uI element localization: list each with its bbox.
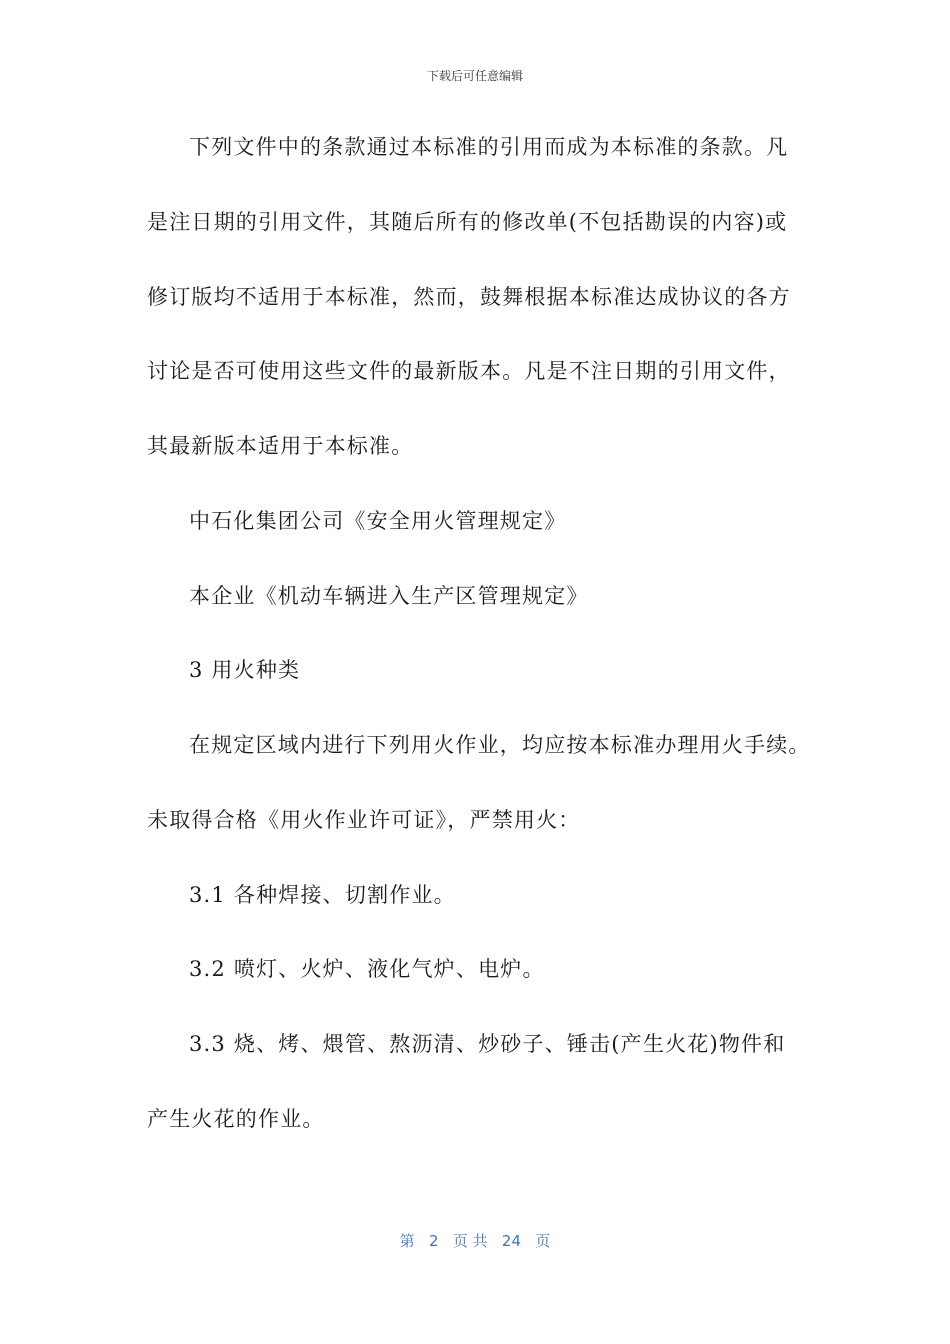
list-item: 3.2 喷灯、火炉、液化气炉、电炉。	[189, 957, 545, 981]
section-heading: 3 用火种类	[189, 658, 301, 682]
paragraph-line: 修订版均不适用于本标准，然而，鼓舞根据本标准达成协议的各方	[147, 285, 791, 309]
footer-total-pages: 24	[501, 1232, 522, 1250]
paragraph-line: 下列文件中的条款通过本标准的引用而成为本标准的条款。凡	[189, 135, 789, 159]
list-item: 3.1 各种焊接、切割作业。	[189, 883, 456, 907]
list-item-continuation: 产生火花的作业。	[147, 1107, 325, 1131]
footer-label-of: 页 共	[452, 1232, 488, 1250]
reference-line: 中石化集团公司《安全用火管理规定》	[189, 509, 567, 533]
paragraph-line: 其最新版本适用于本标准。	[147, 434, 414, 458]
footer-label-page: 第	[399, 1232, 415, 1250]
footer-current-page: 2	[428, 1232, 439, 1250]
list-item: 3.3 烧、烤、煨管、熬沥清、炒砂子、锤击(产生火花)物件和	[189, 1032, 786, 1056]
page-footer	[0, 1230, 950, 1251]
paragraph-line: 是注日期的引用文件，其随后所有的修改单(不包括勘误的内容)或	[147, 210, 788, 234]
paragraph-line: 讨论是否可使用这些文件的最新版本。凡是不注日期的引用文件，	[147, 359, 791, 383]
footer-label-pages: 页	[535, 1232, 551, 1250]
reference-line: 本企业《机动车辆进入生产区管理规定》	[189, 584, 589, 608]
paragraph-line: 未取得合格《用火作业许可证》，严禁用火：	[147, 808, 581, 832]
paragraph-line: 在规定区域内进行下列用火作业，均应按本标准办理用火手续。	[189, 733, 811, 757]
page-header: 下载后可任意编辑	[426, 69, 523, 83]
